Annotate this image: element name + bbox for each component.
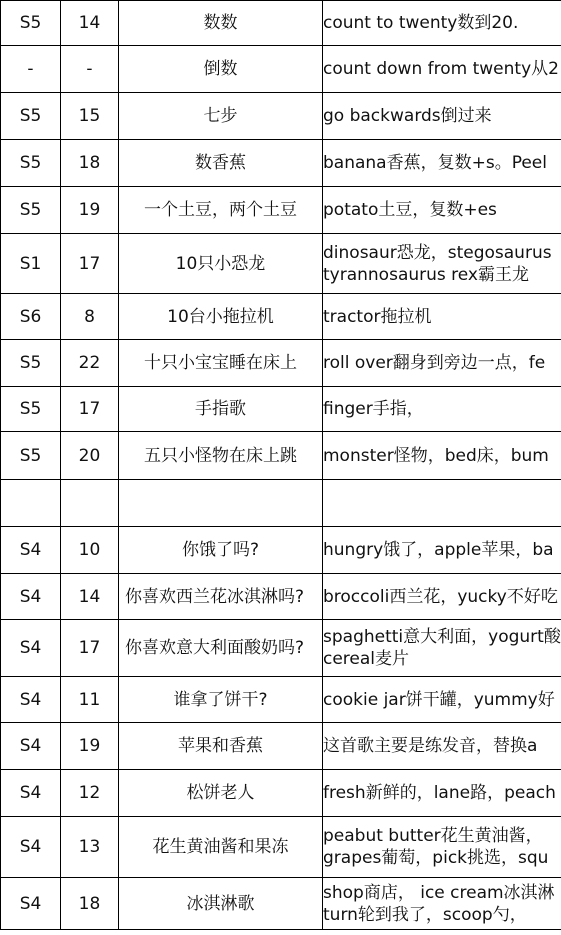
vocabulary-notes-cell[interactable]: [323, 93, 561, 140]
song-title-cell[interactable]: [119, 620, 323, 677]
notes-line: roll over翻身到旁边一点，fe: [323, 353, 546, 373]
notes-line: banana香蕉，复数+s。Peel: [323, 153, 547, 173]
table-row: [1, 1, 561, 46]
unit-cell[interactable]: 8: [61, 294, 119, 340]
notes-line: potato土豆，复数+es: [323, 200, 497, 220]
song-title-text: 数数: [203, 13, 238, 33]
song-title-text: 谁拿了饼干?: [173, 689, 268, 710]
unit-cell[interactable]: 14: [61, 574, 119, 620]
vocabulary-notes-cell[interactable]: [323, 770, 561, 817]
unit-cell[interactable]: 20: [61, 432, 119, 480]
song-title-text: 你喜欢意大利面酸奶吗?: [124, 638, 305, 658]
unit-cell[interactable]: -: [61, 46, 119, 93]
table-row: [1, 620, 561, 677]
table-row: [1, 817, 561, 878]
unit-cell[interactable]: 19: [61, 187, 119, 234]
table-row: [1, 432, 561, 480]
notes-line: monster怪物，bed床，bum: [323, 445, 549, 466]
level-cell[interactable]: S4: [1, 770, 61, 817]
song-title-cell[interactable]: [119, 234, 323, 294]
notes-line: count to twenty数到20.: [323, 13, 519, 33]
notes-line: fresh新鲜的，lane路，peach: [323, 783, 556, 803]
song-title-cell[interactable]: [119, 1, 323, 46]
level-cell[interactable]: S4: [1, 723, 61, 770]
table-row: [1, 140, 561, 187]
level-cell[interactable]: S4: [1, 527, 61, 574]
vocabulary-notes-cell[interactable]: [323, 432, 561, 480]
notes-line: hungry饿了，apple苹果，ba: [323, 540, 554, 560]
song-title-text: 你饿了吗?: [181, 540, 260, 560]
song-title-cell[interactable]: [119, 677, 323, 723]
vocabulary-notes-cell[interactable]: [323, 527, 561, 574]
level-cell[interactable]: S5: [1, 93, 61, 140]
song-title-cell[interactable]: [119, 340, 323, 387]
unit-cell[interactable]: 17: [61, 234, 119, 294]
unit-cell[interactable]: 22: [61, 340, 119, 387]
notes-line: 这首歌主要是练发音，替换a: [323, 736, 538, 756]
level-cell[interactable]: [1, 480, 61, 527]
vocabulary-notes-cell[interactable]: [323, 187, 561, 234]
notes-line: cookie jar饼干罐，yummy好: [323, 689, 555, 710]
level-cell[interactable]: S4: [1, 878, 61, 930]
song-title-cell[interactable]: [119, 46, 323, 93]
notes-line: tractor拖拉机: [323, 306, 432, 327]
notes-line: go backwards倒过来: [323, 106, 492, 126]
table-row: [1, 187, 561, 234]
vocabulary-notes-cell[interactable]: [323, 46, 561, 93]
level-cell[interactable]: S5: [1, 1, 61, 46]
song-title-text: 一个土豆，两个土豆: [144, 200, 297, 220]
table-row: [1, 234, 561, 294]
level-cell[interactable]: S4: [1, 620, 61, 677]
unit-cell[interactable]: 15: [61, 93, 119, 140]
song-title-cell[interactable]: [119, 432, 323, 480]
level-cell[interactable]: S5: [1, 387, 61, 432]
song-title-text: 数香蕉: [195, 153, 246, 173]
level-cell[interactable]: S4: [1, 817, 61, 878]
song-title-text: 10只小恐龙: [175, 253, 266, 274]
level-cell[interactable]: S5: [1, 140, 61, 187]
unit-cell[interactable]: 10: [61, 527, 119, 574]
table-row: [1, 878, 561, 930]
level-cell[interactable]: S5: [1, 432, 61, 480]
unit-cell[interactable]: [61, 480, 119, 527]
notes-line: peabut butter花生黄油酱，: [323, 826, 543, 846]
song-title-cell[interactable]: [119, 723, 323, 770]
song-title-text: 你喜欢西兰花冰淇淋吗?: [124, 586, 305, 607]
song-title-text: 花生黄油酱和果冻: [152, 837, 289, 857]
unit-cell[interactable]: 18: [61, 878, 119, 930]
song-title-cell[interactable]: [119, 527, 323, 574]
vocabulary-notes-cell[interactable]: [323, 1, 561, 46]
song-title-text: 五只小怪物在床上跳: [144, 445, 297, 466]
vocabulary-notes-cell[interactable]: [323, 294, 561, 340]
table-row: [1, 527, 561, 574]
song-title-cell[interactable]: [119, 140, 323, 187]
vocabulary-notes-cell[interactable]: [323, 480, 561, 527]
table-row: [1, 294, 561, 340]
vocabulary-notes-cell[interactable]: [323, 140, 561, 187]
level-cell[interactable]: S5: [1, 340, 61, 387]
song-title-text: 10台小拖拉机: [167, 306, 274, 327]
song-title-text: 手指歌: [195, 399, 246, 419]
level-cell[interactable]: S4: [1, 574, 61, 620]
notes-line: finger手指，: [323, 399, 424, 419]
table-row: [1, 480, 561, 527]
song-title-text: 冰淇淋歌: [186, 893, 255, 914]
unit-cell[interactable]: 18: [61, 140, 119, 187]
table-row: [1, 574, 561, 620]
vocabulary-notes-cell[interactable]: [323, 340, 561, 387]
vocabulary-notes-cell[interactable]: [323, 387, 561, 432]
song-title-cell[interactable]: [119, 574, 323, 620]
notes-line: cereal麦片: [323, 649, 410, 669]
table-row: [1, 387, 561, 432]
song-title-text: 七步: [203, 106, 238, 126]
level-cell[interactable]: S4: [1, 677, 61, 723]
unit-cell[interactable]: 13: [61, 817, 119, 878]
vocabulary-notes-cell[interactable]: [323, 234, 561, 294]
table-row: [1, 723, 561, 770]
song-title-text: 十只小宝宝睡在床上: [144, 353, 297, 373]
song-title-text: 松饼老人: [186, 783, 255, 803]
unit-cell[interactable]: 17: [61, 387, 119, 432]
vocabulary-notes-cell[interactable]: [323, 878, 561, 930]
notes-line: turn轮到我了，scoop勺，: [323, 904, 527, 925]
notes-line: broccoli西兰花，yucky不好吃: [323, 586, 558, 607]
table-row: [1, 46, 561, 93]
notes-line: tyrannosaurus rex霸王龙: [323, 264, 529, 285]
notes-line: grapes葡萄，pick挑选，squ: [323, 848, 549, 868]
song-title-cell[interactable]: [119, 187, 323, 234]
song-title-cell[interactable]: [119, 294, 323, 340]
notes-line: shop商店， ice cream冰淇淋: [323, 882, 555, 903]
unit-cell[interactable]: 12: [61, 770, 119, 817]
unit-cell[interactable]: 17: [61, 620, 119, 677]
song-title-text: 倒数: [203, 59, 238, 79]
table-row: [1, 677, 561, 723]
song-title-cell[interactable]: [119, 387, 323, 432]
song-title-cell[interactable]: [119, 878, 323, 930]
level-cell[interactable]: S5: [1, 187, 61, 234]
vocabulary-notes-cell[interactable]: [323, 574, 561, 620]
song-title-cell[interactable]: [119, 817, 323, 878]
vocabulary-notes-cell[interactable]: [323, 817, 561, 878]
song-title-cell[interactable]: [119, 770, 323, 817]
vocabulary-notes-cell[interactable]: [323, 723, 561, 770]
song-title-cell[interactable]: [119, 480, 323, 527]
song-title-cell[interactable]: [119, 93, 323, 140]
unit-cell[interactable]: 19: [61, 723, 119, 770]
table-row: [1, 340, 561, 387]
table-row: [1, 93, 561, 140]
level-cell[interactable]: -: [1, 46, 61, 93]
vocabulary-notes-cell[interactable]: [323, 620, 561, 677]
table-row: [1, 770, 561, 817]
level-cell[interactable]: S1: [1, 234, 61, 294]
level-cell[interactable]: S6: [1, 294, 61, 340]
notes-line: dinosaur恐龙，stegosaurus: [323, 242, 552, 263]
notes-line: spaghetti意大利面，yogurt酸: [323, 627, 561, 647]
vocabulary-notes-cell[interactable]: [323, 677, 561, 723]
song-title-text: 苹果和香蕉: [178, 736, 263, 756]
notes-line: count down from twenty从2: [323, 59, 559, 79]
unit-cell[interactable]: 14: [61, 1, 119, 46]
unit-cell[interactable]: 11: [61, 677, 119, 723]
